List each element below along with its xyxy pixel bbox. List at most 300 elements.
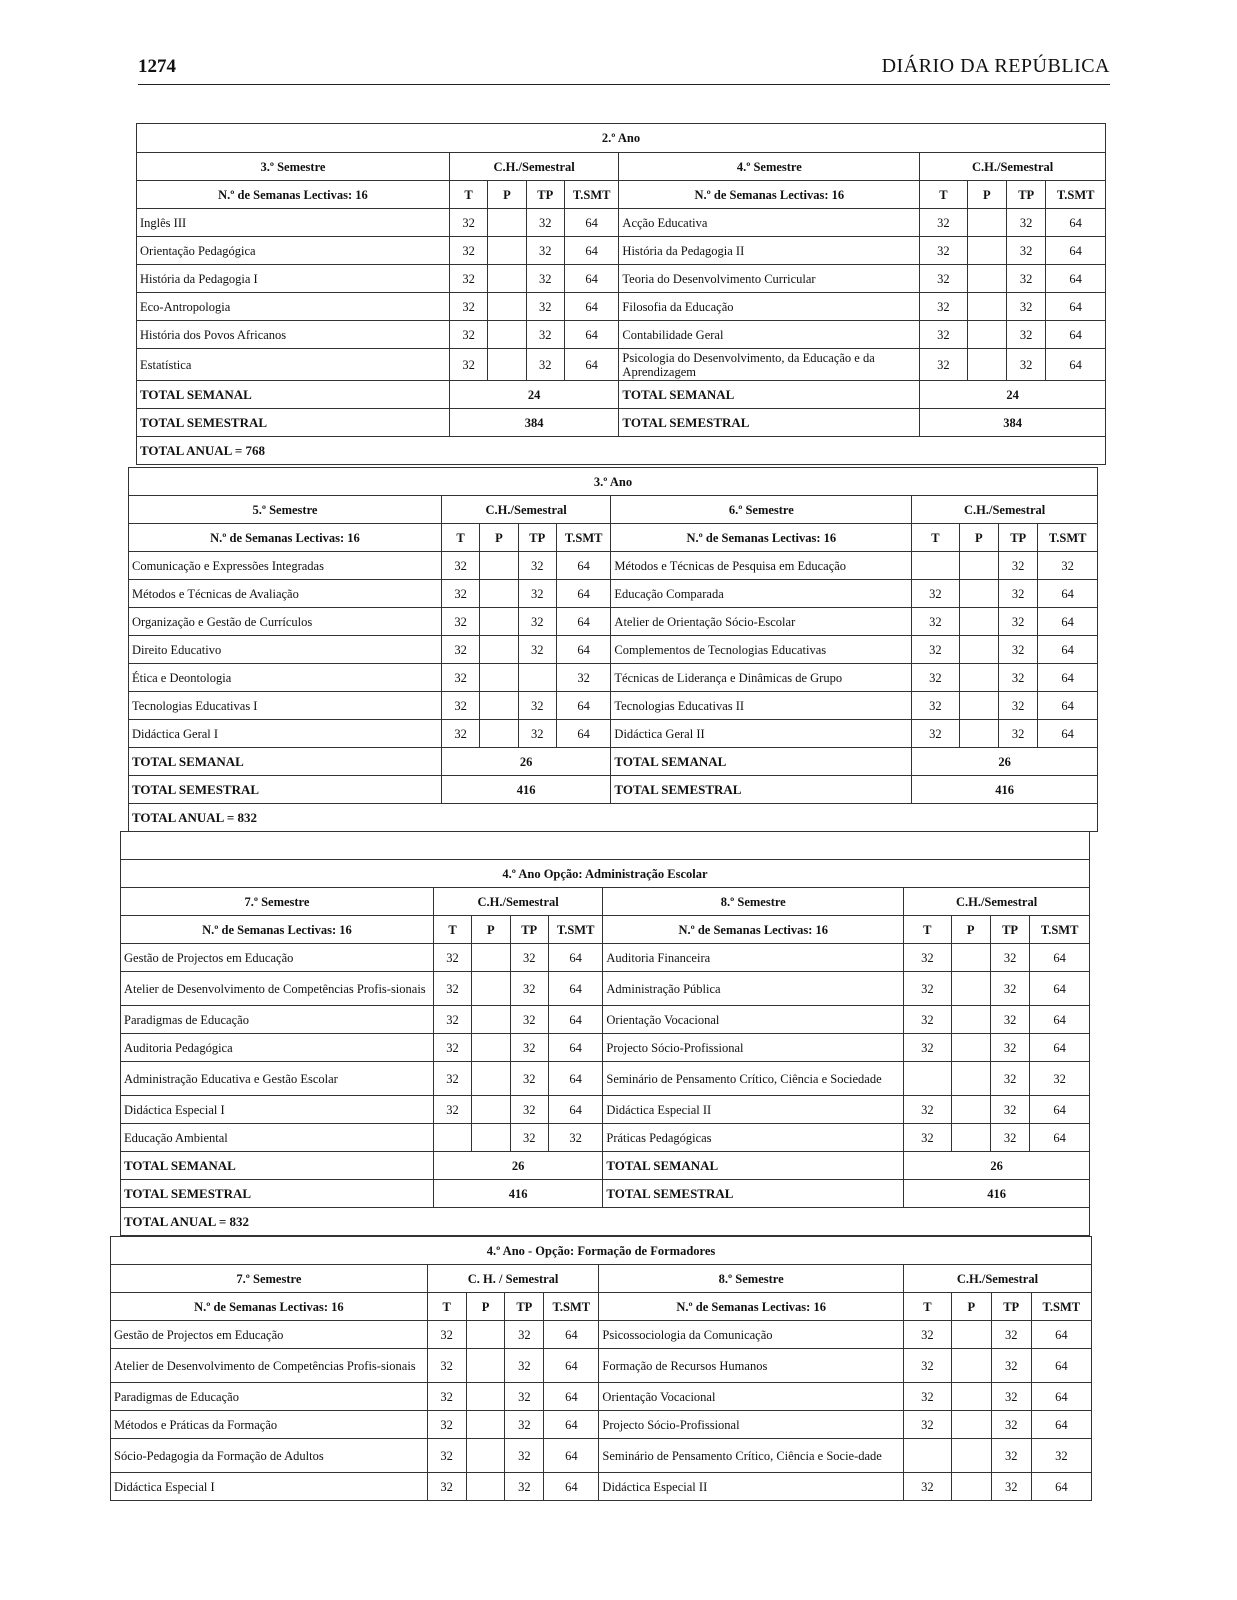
subject-name: Teoria do Desenvolvimento Curricular — [619, 265, 920, 293]
hours-tp: 32 — [510, 944, 548, 972]
hours-p — [959, 636, 998, 664]
table-row — [129, 608, 1098, 636]
semester-label-right: 8.º Semestre — [599, 1265, 904, 1293]
hours-p — [480, 692, 518, 720]
col-tp: TP — [505, 1293, 544, 1321]
col-t: T — [441, 524, 479, 552]
subject-name: Gestão de Projectos em Educação — [111, 1321, 428, 1349]
hours-tsmt: 64 — [548, 972, 602, 1006]
hours-tsmt: 64 — [548, 1034, 602, 1062]
hours-t: 32 — [441, 608, 479, 636]
weeks-header-right: N.º de Semanas Lectivas: 16 — [611, 524, 912, 552]
hours-tp: 32 — [999, 636, 1038, 664]
hours-p — [967, 209, 1006, 237]
hours-t: 32 — [912, 720, 959, 748]
subject-name: Educação Ambiental — [121, 1124, 434, 1152]
hours-tsmt: 64 — [1031, 1473, 1091, 1501]
subject-name: Atelier de Orientação Sócio-Escolar — [611, 608, 912, 636]
hours-tsmt: 64 — [544, 1321, 599, 1349]
hours-tp: 32 — [1007, 349, 1046, 381]
col-t: T — [920, 181, 967, 209]
subject-name: Auditoria Financeira — [603, 944, 904, 972]
hours-p — [472, 944, 510, 972]
hours-tsmt: 64 — [1046, 237, 1106, 265]
total-semestral-value: 384 — [449, 409, 619, 437]
col-tp: TP — [999, 524, 1038, 552]
hours-t: 32 — [449, 349, 487, 381]
page-header — [138, 50, 1110, 85]
hours-p — [959, 692, 998, 720]
table-row — [111, 1383, 1092, 1411]
hours-tp: 32 — [526, 349, 564, 381]
hours-tsmt: 64 — [556, 720, 611, 748]
hours-tsmt: 64 — [548, 1096, 602, 1124]
hours-t: 32 — [433, 1096, 471, 1124]
subject-name: Psicologia do Desenvolvimento, da Educação e da Aprendizagem — [619, 349, 920, 381]
hours-tsmt: 64 — [1031, 1349, 1091, 1383]
hours-t: 32 — [449, 321, 487, 349]
table-row — [129, 692, 1098, 720]
semester-label-left: 5.º Semestre — [129, 496, 442, 524]
subject-name: Tecnologias Educativas II — [611, 692, 912, 720]
hours-p — [472, 1062, 510, 1096]
hours-tp: 32 — [991, 1473, 1031, 1501]
hours-tp: 32 — [1007, 321, 1046, 349]
hours-tsmt: 64 — [1030, 1034, 1090, 1062]
total-semanal-value: 26 — [912, 748, 1098, 776]
table-row — [121, 1034, 1090, 1062]
total-semanal-value: 26 — [904, 1152, 1090, 1180]
hours-tsmt: 64 — [1038, 608, 1098, 636]
hours-t: 32 — [441, 580, 479, 608]
table-row — [121, 1006, 1090, 1034]
hours-tsmt: 64 — [564, 293, 619, 321]
weeks-header-left: N.º de Semanas Lectivas: 16 — [121, 916, 434, 944]
hours-p — [951, 1006, 990, 1034]
weeks-header-right: N.º de Semanas Lectivas: 16 — [619, 181, 920, 209]
total-semanal-value: 24 — [920, 381, 1106, 409]
hours-tsmt: 64 — [1046, 265, 1106, 293]
hours-tp: 32 — [990, 1062, 1029, 1096]
hours-t: 32 — [912, 636, 959, 664]
hours-p — [959, 720, 998, 748]
hours-tsmt: 64 — [544, 1383, 599, 1411]
col-tsmt: T.SMT — [548, 916, 602, 944]
table-row — [129, 664, 1098, 692]
hours-tsmt: 64 — [556, 552, 611, 580]
total-semanal-value: 26 — [433, 1152, 603, 1180]
col-tp: TP — [991, 1293, 1031, 1321]
hours-p — [488, 321, 526, 349]
hours-tsmt: 64 — [544, 1411, 599, 1439]
hours-tsmt: 64 — [1038, 636, 1098, 664]
subject-name: Métodos e Técnicas de Pesquisa em Educação — [611, 552, 912, 580]
col-tsmt: T.SMT — [1038, 524, 1098, 552]
hours-tp: 32 — [518, 636, 556, 664]
hours-tp: 32 — [991, 1439, 1031, 1473]
table-row — [137, 265, 1106, 293]
subject-name: Psicossociologia da Comunicação — [599, 1321, 904, 1349]
hours-t: 32 — [441, 664, 479, 692]
total-semestral-label: TOTAL SEMESTRAL — [137, 409, 450, 437]
table-row — [137, 293, 1106, 321]
hours-tp: 32 — [526, 237, 564, 265]
hours-p — [472, 1034, 510, 1062]
hours-p — [951, 1321, 991, 1349]
year-title: 4.º Ano Opção: Administração Escolar — [121, 860, 1090, 888]
hours-tp: 32 — [990, 1034, 1029, 1062]
total-semanal-label: TOTAL SEMANAL — [619, 381, 920, 409]
hours-t: 32 — [912, 608, 959, 636]
hours-tp: 32 — [510, 972, 548, 1006]
hours-t: 32 — [427, 1439, 466, 1473]
hours-t: 32 — [912, 692, 959, 720]
hours-tsmt: 64 — [1038, 664, 1098, 692]
subject-name: Didáctica Especial I — [111, 1473, 428, 1501]
subject-name: Administração Educativa e Gestão Escolar — [121, 1062, 434, 1096]
col-tsmt: T.SMT — [556, 524, 611, 552]
table-row — [137, 237, 1106, 265]
hours-tp: 32 — [505, 1349, 544, 1383]
hours-tp: 32 — [505, 1383, 544, 1411]
hours-tp: 32 — [510, 1006, 548, 1034]
year-4-trainers-table — [110, 1236, 1092, 1501]
weeks-header-right: N.º de Semanas Lectivas: 16 — [599, 1293, 904, 1321]
hours-tsmt: 64 — [544, 1439, 599, 1473]
year-title: 3.º Ano — [129, 468, 1098, 496]
hours-p — [466, 1439, 505, 1473]
hours-tp: 32 — [990, 972, 1029, 1006]
hours-p — [480, 664, 518, 692]
hours-tp: 32 — [510, 1096, 548, 1124]
hours-tp: 32 — [1007, 209, 1046, 237]
hours-t: 32 — [904, 1034, 951, 1062]
subject-name: Direito Educativo — [129, 636, 442, 664]
hours-tsmt: 64 — [564, 321, 619, 349]
hours-p — [967, 265, 1006, 293]
hours-tp: 32 — [991, 1383, 1031, 1411]
curriculum-table — [136, 123, 1106, 465]
hours-t: 32 — [427, 1321, 466, 1349]
subject-name: Comunicação e Expressões Integradas — [129, 552, 442, 580]
subject-name: Seminário de Pensamento Crítico, Ciência e Sociedade — [603, 1062, 904, 1096]
hours-tsmt: 64 — [1046, 349, 1106, 381]
col-p: P — [959, 524, 998, 552]
subject-name: Estatística — [137, 349, 450, 381]
hours-tp: 32 — [518, 580, 556, 608]
table-row — [129, 720, 1098, 748]
hours-p — [959, 552, 998, 580]
subject-name: Orientação Vocacional — [599, 1383, 904, 1411]
hours-tp: 32 — [991, 1321, 1031, 1349]
hours-tp: 32 — [510, 1034, 548, 1062]
hours-tp: 32 — [1007, 237, 1046, 265]
hours-tp: 32 — [999, 692, 1038, 720]
subject-name: Auditoria Pedagógica — [121, 1034, 434, 1062]
total-anual: TOTAL ANUAL = 832 — [129, 804, 1098, 832]
curriculum-table — [120, 831, 1090, 1236]
subject-name: Didáctica Especial II — [599, 1473, 904, 1501]
hours-tp: 32 — [526, 321, 564, 349]
hours-tsmt: 64 — [1031, 1383, 1091, 1411]
hours-tsmt: 64 — [564, 209, 619, 237]
hours-t: 32 — [427, 1411, 466, 1439]
ch-header-left: C.H./Semestral — [433, 888, 603, 916]
hours-t: 32 — [441, 552, 479, 580]
hours-t: 32 — [904, 1096, 951, 1124]
table-row — [121, 1096, 1090, 1124]
col-tp: TP — [510, 916, 548, 944]
hours-p — [967, 237, 1006, 265]
hours-tp: 32 — [990, 1096, 1029, 1124]
subject-name: Didáctica Geral I — [129, 720, 442, 748]
subject-name: Projecto Sócio-Profissional — [603, 1034, 904, 1062]
hours-t — [433, 1124, 471, 1152]
col-tsmt: T.SMT — [544, 1293, 599, 1321]
hours-t: 32 — [903, 1321, 951, 1349]
total-semestral-value: 416 — [433, 1180, 603, 1208]
col-tp: TP — [518, 524, 556, 552]
hours-tp: 32 — [518, 720, 556, 748]
subject-name: Contabilidade Geral — [619, 321, 920, 349]
year-3-table — [128, 467, 1098, 832]
total-semestral-label: TOTAL SEMESTRAL — [619, 409, 920, 437]
hours-tp: 32 — [999, 608, 1038, 636]
weeks-header-left: N.º de Semanas Lectivas: 16 — [111, 1293, 428, 1321]
subject-name: Orientação Vocacional — [603, 1006, 904, 1034]
hours-p — [967, 293, 1006, 321]
hours-t: 32 — [903, 1383, 951, 1411]
semester-label-right: 6.º Semestre — [611, 496, 912, 524]
hours-p — [951, 1124, 990, 1152]
hours-tsmt: 32 — [556, 664, 611, 692]
weeks-header-right: N.º de Semanas Lectivas: 16 — [603, 916, 904, 944]
col-p: P — [480, 524, 518, 552]
col-p: P — [951, 1293, 991, 1321]
hours-tp: 32 — [999, 720, 1038, 748]
col-tsmt: T.SMT — [1031, 1293, 1091, 1321]
subject-name: Didáctica Especial I — [121, 1096, 434, 1124]
hours-p — [951, 944, 990, 972]
year-4-admin-table — [120, 831, 1090, 1236]
subject-name: Atelier de Desenvolvimento de Competências Profis-sionais — [121, 972, 434, 1006]
subject-name: Ética e Deontologia — [129, 664, 442, 692]
col-t: T — [903, 1293, 951, 1321]
hours-tp: 32 — [990, 944, 1029, 972]
hours-tp: 32 — [999, 580, 1038, 608]
table-row — [121, 972, 1090, 1006]
hours-t: 32 — [449, 237, 487, 265]
hours-t: 32 — [920, 293, 967, 321]
subject-name: Tecnologias Educativas I — [129, 692, 442, 720]
hours-p — [466, 1411, 505, 1439]
hours-tsmt: 64 — [1038, 692, 1098, 720]
col-p: P — [466, 1293, 505, 1321]
semester-label-right: 8.º Semestre — [603, 888, 904, 916]
hours-p — [951, 1439, 991, 1473]
col-t: T — [433, 916, 471, 944]
total-semestral-label: TOTAL SEMESTRAL — [129, 776, 442, 804]
subject-name: Educação Comparada — [611, 580, 912, 608]
hours-p — [472, 1006, 510, 1034]
publication-title: DIÁRIO DA REPÚBLICA — [881, 55, 1110, 77]
hours-t: 32 — [433, 1006, 471, 1034]
subject-name: Administração Pública — [603, 972, 904, 1006]
table-row — [121, 1062, 1090, 1096]
subject-name: Orientação Pedagógica — [137, 237, 450, 265]
hours-tsmt: 64 — [556, 608, 611, 636]
hours-t: 32 — [904, 944, 951, 972]
hours-p — [967, 349, 1006, 381]
hours-p — [959, 580, 998, 608]
hours-tsmt: 64 — [1030, 1096, 1090, 1124]
curriculum-table — [128, 467, 1098, 832]
hours-t: 32 — [449, 265, 487, 293]
table-row — [137, 349, 1106, 381]
ch-header-left: C.H./Semestral — [441, 496, 611, 524]
weeks-header-left: N.º de Semanas Lectivas: 16 — [137, 181, 450, 209]
col-t: T — [427, 1293, 466, 1321]
table-row — [111, 1349, 1092, 1383]
hours-tsmt: 64 — [1031, 1411, 1091, 1439]
col-tsmt: T.SMT — [1030, 916, 1090, 944]
hours-p — [951, 1411, 991, 1439]
hours-tsmt: 64 — [1030, 1124, 1090, 1152]
ch-header-right: C.H./Semestral — [904, 888, 1090, 916]
total-semanal-value: 24 — [449, 381, 619, 409]
total-semestral-value: 416 — [904, 1180, 1090, 1208]
hours-p — [959, 664, 998, 692]
col-tsmt: T.SMT — [1046, 181, 1106, 209]
total-semestral-label: TOTAL SEMESTRAL — [603, 1180, 904, 1208]
hours-tsmt: 64 — [556, 692, 611, 720]
col-tp: TP — [526, 181, 564, 209]
col-p: P — [967, 181, 1006, 209]
total-semanal-label: TOTAL SEMANAL — [129, 748, 442, 776]
year-title: 4.º Ano - Opção: Formação de Formadores — [111, 1237, 1092, 1265]
hours-tsmt: 32 — [1030, 1062, 1090, 1096]
hours-t — [912, 552, 959, 580]
subject-name: Práticas Pedagógicas — [603, 1124, 904, 1152]
hours-tsmt: 64 — [1031, 1321, 1091, 1349]
year-title: 2.º Ano — [137, 124, 1106, 153]
hours-tp: 32 — [518, 692, 556, 720]
hours-p — [472, 972, 510, 1006]
hours-p — [951, 1062, 990, 1096]
hours-tsmt: 64 — [548, 1006, 602, 1034]
hours-p — [488, 293, 526, 321]
subject-name: História dos Povos Africanos — [137, 321, 450, 349]
hours-t — [904, 1062, 951, 1096]
hours-p — [488, 349, 526, 381]
total-semestral-value: 416 — [441, 776, 611, 804]
subject-name: Didáctica Geral II — [611, 720, 912, 748]
curriculum-table — [110, 1236, 1092, 1501]
table-row — [121, 1124, 1090, 1152]
subject-name: Gestão de Projectos em Educação — [121, 944, 434, 972]
table-row — [111, 1411, 1092, 1439]
subject-name: Seminário de Pensamento Crítico, Ciência e Socie-dade — [599, 1439, 904, 1473]
hours-t: 32 — [427, 1383, 466, 1411]
hours-p — [480, 552, 518, 580]
col-p: P — [472, 916, 510, 944]
hours-t: 32 — [441, 720, 479, 748]
hours-tsmt: 64 — [544, 1473, 599, 1501]
hours-tp: 32 — [526, 265, 564, 293]
table-row — [137, 321, 1106, 349]
table-row — [129, 636, 1098, 664]
hours-tsmt: 64 — [564, 237, 619, 265]
total-semanal-label: TOTAL SEMANAL — [603, 1152, 904, 1180]
subject-name: Complementos de Tecnologias Educativas — [611, 636, 912, 664]
subject-name: Sócio-Pedagogia da Formação de Adultos — [111, 1439, 428, 1473]
subject-name: Eco-Antropologia — [137, 293, 450, 321]
hours-tsmt: 64 — [1038, 720, 1098, 748]
hours-p — [951, 1034, 990, 1062]
subject-name: Métodos e Técnicas de Avaliação — [129, 580, 442, 608]
hours-t: 32 — [441, 692, 479, 720]
hours-tsmt: 64 — [544, 1349, 599, 1383]
hours-t: 32 — [920, 321, 967, 349]
hours-tsmt: 64 — [1046, 293, 1106, 321]
hours-p — [480, 580, 518, 608]
hours-tsmt: 64 — [548, 1062, 602, 1096]
hours-tp: 32 — [991, 1411, 1031, 1439]
hours-t: 32 — [903, 1411, 951, 1439]
hours-t: 32 — [920, 237, 967, 265]
subject-name: Acção Educativa — [619, 209, 920, 237]
hours-tsmt: 64 — [1030, 944, 1090, 972]
ch-header-left: C.H./Semestral — [449, 153, 619, 181]
hours-p — [967, 321, 1006, 349]
weeks-header-left: N.º de Semanas Lectivas: 16 — [129, 524, 442, 552]
hours-p — [466, 1473, 505, 1501]
hours-t: 32 — [433, 1034, 471, 1062]
col-p: P — [488, 181, 526, 209]
hours-tp: 32 — [505, 1321, 544, 1349]
hours-t: 32 — [427, 1349, 466, 1383]
hours-p — [466, 1383, 505, 1411]
hours-tp: 32 — [505, 1473, 544, 1501]
hours-p — [488, 265, 526, 293]
hours-tp — [518, 664, 556, 692]
hours-tp: 32 — [505, 1439, 544, 1473]
hours-tp: 32 — [505, 1411, 544, 1439]
hours-t: 32 — [903, 1349, 951, 1383]
hours-tp: 32 — [999, 552, 1038, 580]
hours-p — [951, 1383, 991, 1411]
table-row — [121, 944, 1090, 972]
hours-p — [951, 1473, 991, 1501]
col-t: T — [904, 916, 951, 944]
hours-tp: 32 — [510, 1124, 548, 1152]
col-tp: TP — [990, 916, 1029, 944]
hours-tp: 32 — [990, 1006, 1029, 1034]
subject-name: Técnicas de Liderança e Dinâmicas de Grupo — [611, 664, 912, 692]
table-row — [111, 1439, 1092, 1473]
hours-p — [488, 209, 526, 237]
hours-p — [951, 1349, 991, 1383]
subject-name: História da Pedagogia I — [137, 265, 450, 293]
semester-label-left: 7.º Semestre — [111, 1265, 428, 1293]
table-row — [129, 580, 1098, 608]
hours-tsmt: 64 — [564, 265, 619, 293]
subject-name: Métodos e Práticas da Formação — [111, 1411, 428, 1439]
hours-tsmt: 64 — [1046, 321, 1106, 349]
hours-t: 32 — [427, 1473, 466, 1501]
total-anual: TOTAL ANUAL = 832 — [121, 1208, 1090, 1236]
hours-p — [466, 1321, 505, 1349]
